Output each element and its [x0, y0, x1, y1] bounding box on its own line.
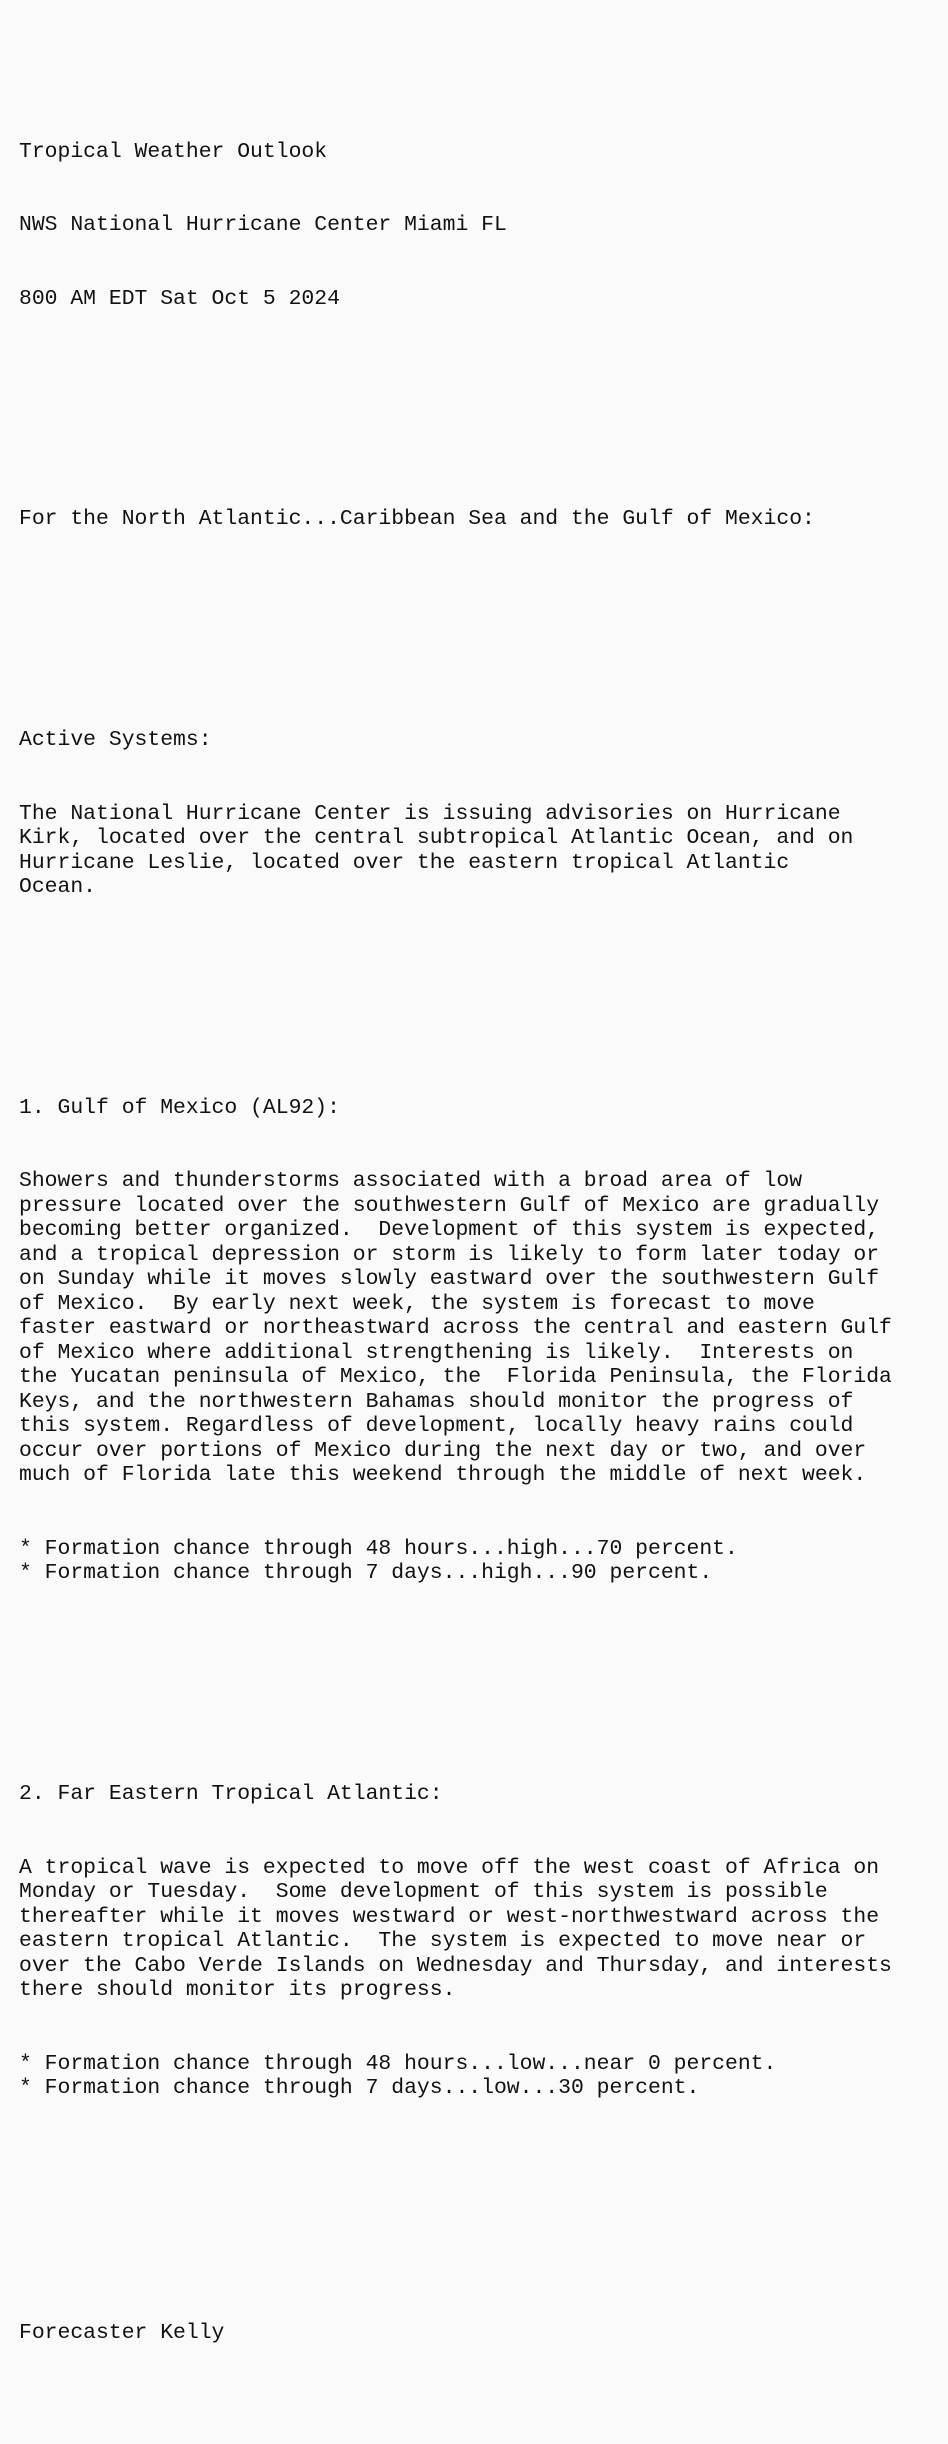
section-heading: 1. Gulf of Mexico (AL92):: [19, 1095, 340, 1120]
formation-chance-bullets: [19, 2052, 938, 2101]
text-line: Kirk, located over the central subtropical Atlantic Ocean, and on: [19, 826, 854, 851]
text-line: The National Hurricane Center is issuing advisories on Hurricane: [19, 801, 841, 826]
text-line: Hurricane Leslie, located over the eastern tropical Atlantic: [19, 850, 790, 875]
text-line: * Formation chance through 48 hours...low...near 0 percent.: [19, 2051, 777, 2076]
text-line: on Sunday while it moves slowly eastward over the southwestern Gulf: [19, 1267, 880, 1292]
text-line: Ocean.: [19, 875, 97, 900]
text-line: pressure located over the southwestern Gulf of Mexico are gradually: [19, 1193, 880, 1218]
scope-block: [19, 458, 938, 581]
text-line: Keys, and the northwestern Bahamas should monitor the progress of: [19, 1389, 854, 1414]
text-line: Showers and thunderstorms associated with a broad area of low: [19, 1169, 803, 1194]
forecaster-signature: [19, 2272, 938, 2395]
section-body: [19, 1169, 938, 1488]
text-line: * Formation chance through 7 days...low...30 percent.: [19, 2076, 700, 2101]
text-line: A tropical wave is expected to move off the west coast of Africa on: [19, 1855, 880, 1880]
text-line: becoming better organized. Development of this system is expected,: [19, 1218, 880, 1243]
active-systems-heading: Active Systems:: [19, 727, 212, 752]
text-line: eastern tropical Atlantic. The system is expected to move near or: [19, 1929, 867, 1954]
text-line: and a tropical depression or storm is likely to form later today or: [19, 1242, 880, 1267]
active-systems-body: [19, 802, 938, 900]
issuing-office: NWS National Hurricane Center Miami FL: [19, 213, 507, 238]
product-title: Tropical Weather Outlook: [19, 139, 328, 164]
text-line: of Mexico where additional strengthening is likely. Interests on: [19, 1340, 854, 1365]
text-line: this system. Regardless of development, locally heavy rains could: [19, 1414, 854, 1439]
text-line: Monday or Tuesday. Some development of this system is possible: [19, 1880, 828, 1905]
text-line: faster eastward or northeastward across the central and eastern Gulf: [19, 1316, 892, 1341]
text-line: occur over portions of Mexico during the next day or two, and over: [19, 1438, 867, 1463]
scope-line: For the North Atlantic...Caribbean Sea and the Gulf of Mexico:: [19, 507, 815, 532]
product-header: [19, 91, 938, 361]
text-line: * Formation chance through 7 days...high...90 percent.: [19, 1561, 713, 1586]
section-heading: 2. Far Eastern Tropical Atlantic:: [19, 1782, 443, 1807]
text-line: thereafter while it moves westward or west-northwestward across the: [19, 1904, 880, 1929]
signature-line: Forecaster Kelly: [19, 2321, 225, 2346]
text-line: there should monitor its progress.: [19, 1978, 456, 2003]
text-line: * Formation chance through 48 hours...high...70 percent.: [19, 1536, 738, 1561]
text-line: over the Cabo Verde Islands on Wednesday and Thursday, and interests: [19, 1953, 892, 1978]
text-line: of Mexico. By early next week, the system is forecast to move: [19, 1291, 815, 1316]
active-systems-section: [19, 679, 938, 949]
formation-chance-bullets: [19, 1537, 938, 1586]
section-gulf-of-mexico: [19, 1047, 938, 1635]
section-body: [19, 1856, 938, 2003]
text-line: the Yucatan peninsula of Mexico, the Florida Peninsula, the Florida: [19, 1365, 892, 1390]
issuance-timestamp: 800 AM EDT Sat Oct 5 2024: [19, 286, 340, 311]
text-line: much of Florida late this weekend through the middle of next week.: [19, 1463, 867, 1488]
section-far-eastern-tropical-atlantic: [19, 1733, 938, 2150]
